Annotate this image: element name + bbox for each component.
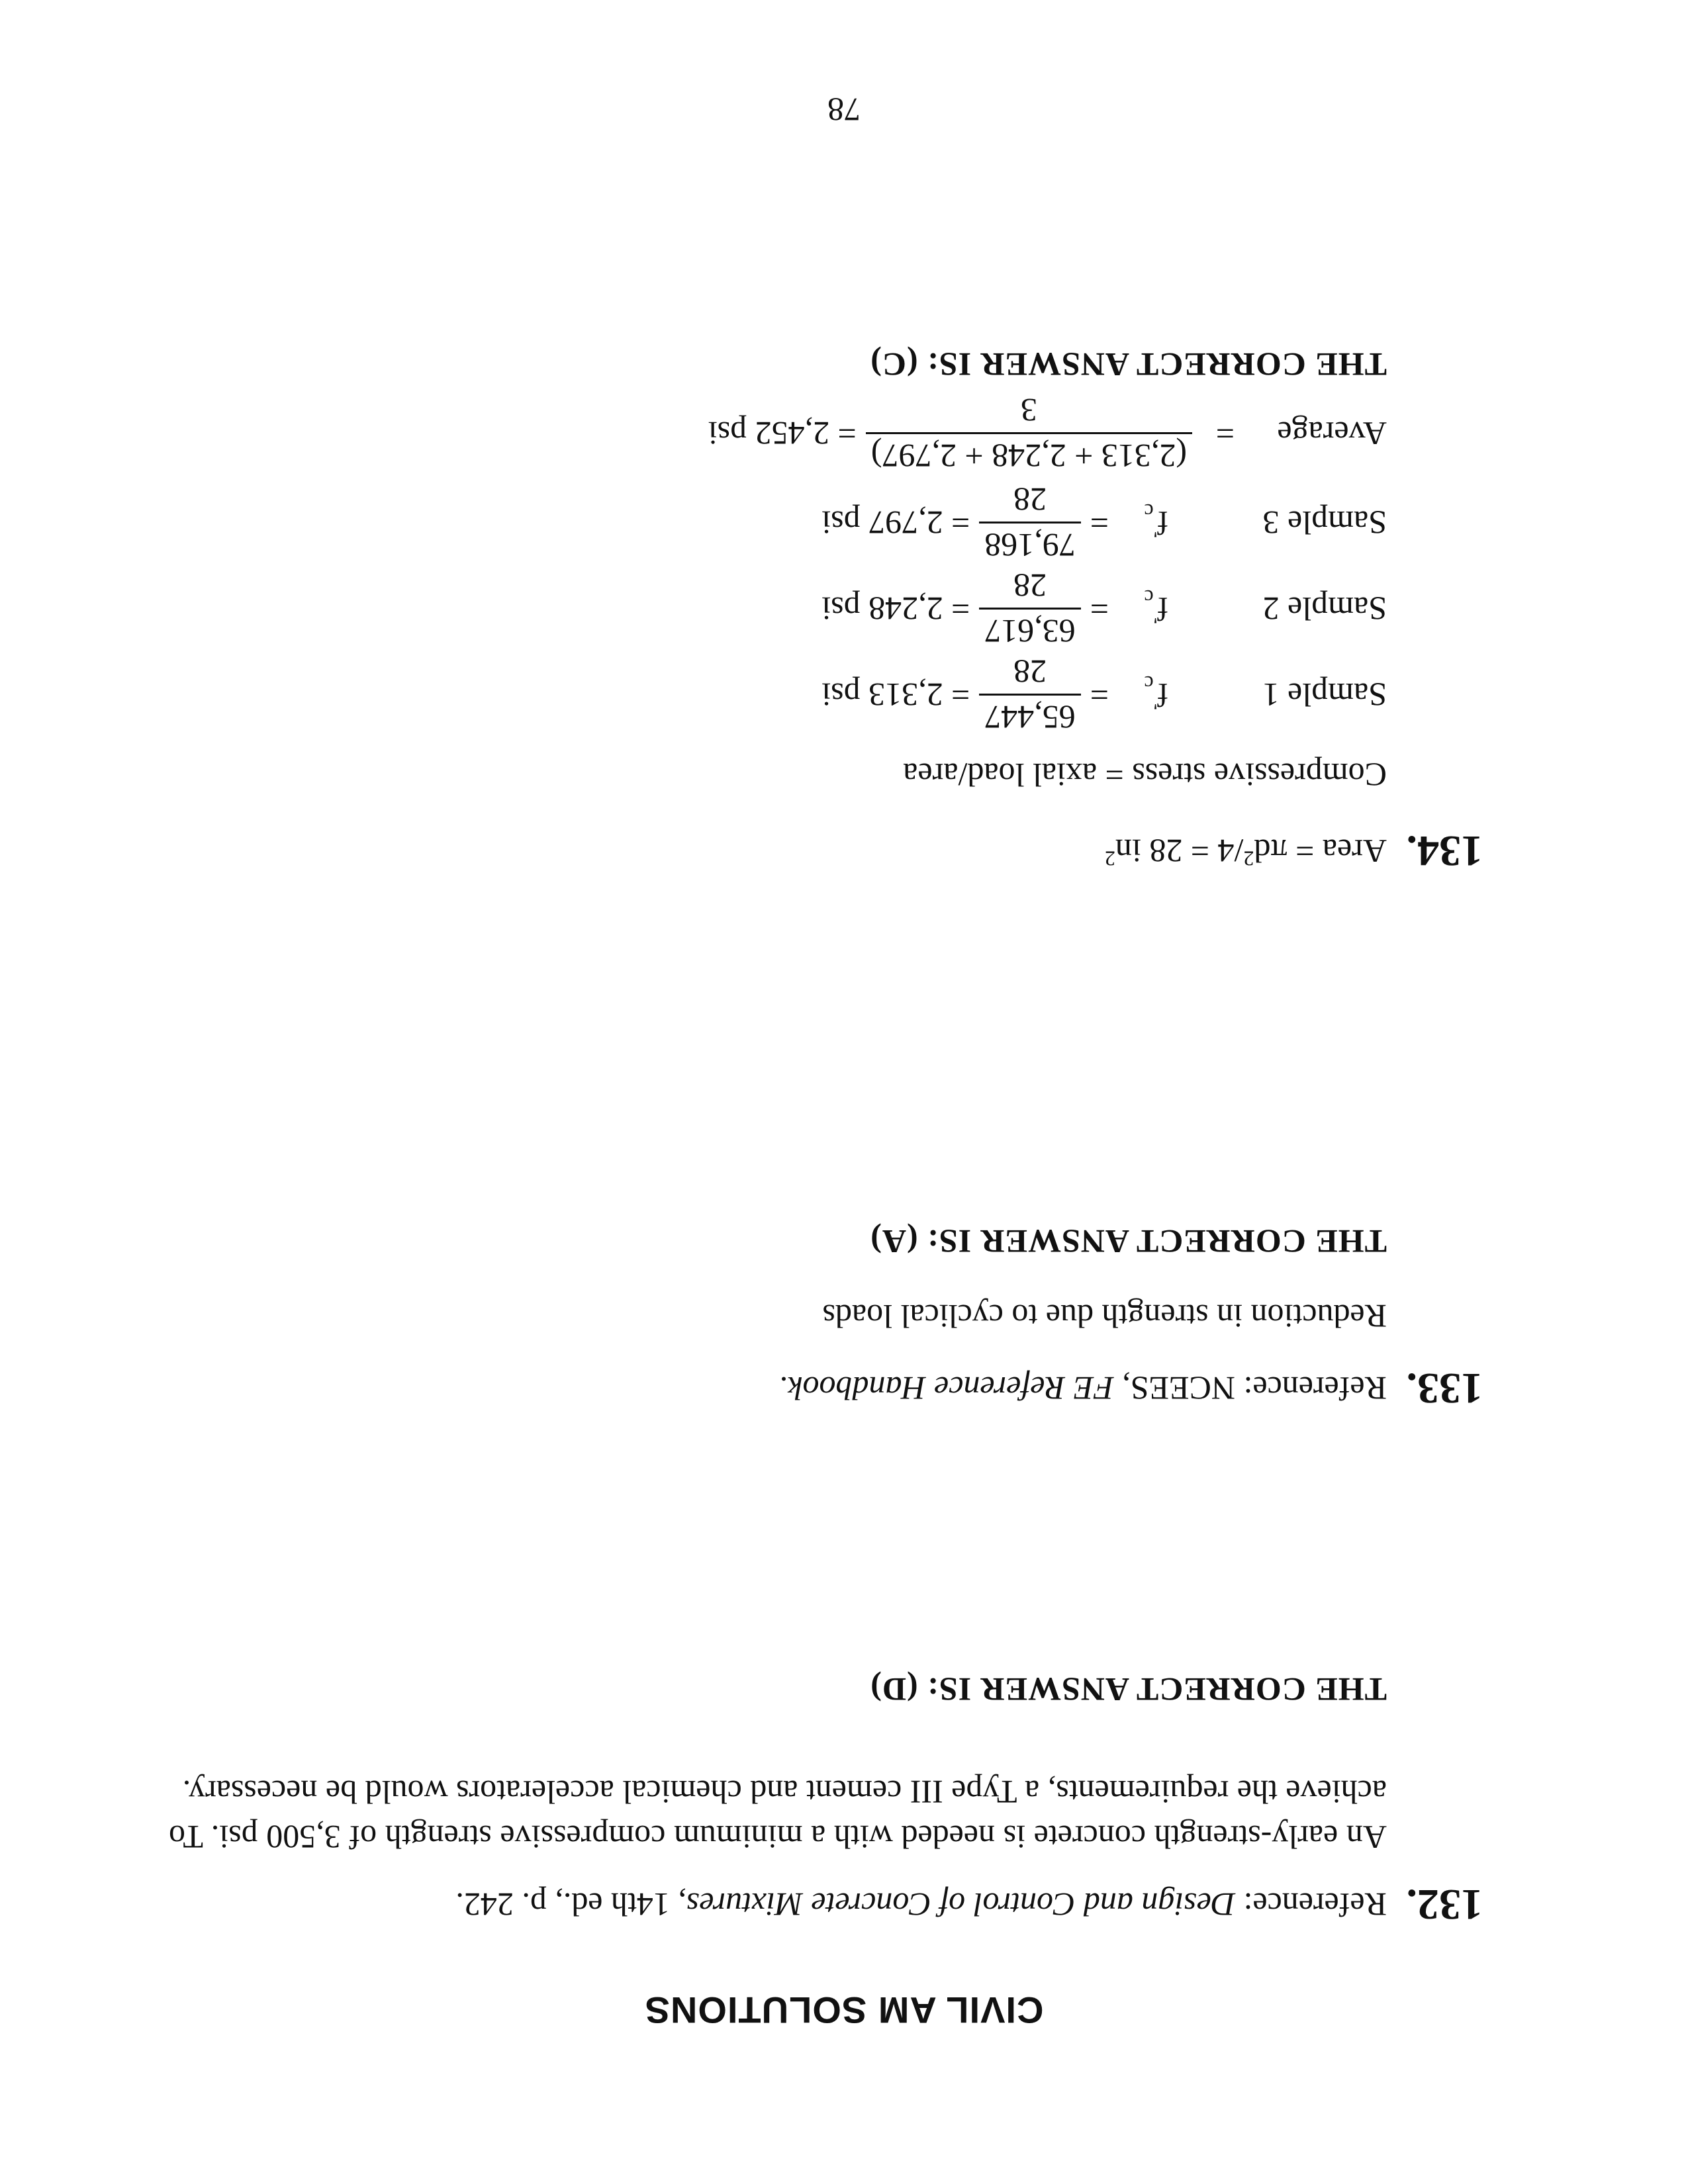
sample-result: = 2,313 psi — [821, 676, 970, 713]
area-lhs: Area = πd — [1254, 833, 1387, 870]
symbol-base: f — [1157, 676, 1168, 713]
sample-result: = 2,248 psi — [821, 590, 970, 627]
stress-symbol — [1109, 500, 1168, 543]
numerator: (2,313 + 2,248 + 2,797) — [866, 433, 1192, 476]
symbol-prime: ' — [1153, 518, 1158, 543]
question-133-answer: THE CORRECT ANSWER IS: (A) — [870, 1223, 1387, 1260]
average-row — [708, 390, 1387, 477]
reference-suffix: , 14th ed., p. 242. — [455, 1886, 686, 1923]
reference-title: FE Reference Handbook — [788, 1370, 1114, 1407]
denominator: 28 — [1013, 567, 1047, 605]
reference-prefix: Reference: — [1235, 1886, 1387, 1923]
symbol-sub: c — [1144, 672, 1154, 696]
question-134-answer: THE CORRECT ANSWER IS: (C) — [870, 346, 1387, 383]
area-exponent: 2 — [1243, 846, 1254, 871]
sample-label: Sample 2 — [1262, 590, 1387, 627]
page-title: CIVIL AM SOLUTIONS — [644, 1989, 1044, 2031]
sample-result: = 2,797 psi — [821, 504, 970, 541]
symbol-base: f — [1157, 504, 1168, 541]
symbol-sub: c — [1144, 500, 1154, 523]
reference-prefix: Reference: NCEES, — [1113, 1370, 1387, 1407]
sample-label: Sample 1 — [1262, 676, 1387, 713]
denominator: 28 — [1013, 481, 1047, 519]
reference-title: Design and Control of Concrete Mixtures — [686, 1886, 1235, 1923]
stress-definition: Compressive stress = axial load/area — [903, 756, 1387, 794]
question-132-number: 132. — [1406, 1880, 1483, 1929]
question-134-number: 134. — [1406, 827, 1483, 875]
area-mid: /4 = 28 in — [1115, 833, 1244, 870]
area-equation — [1105, 832, 1387, 870]
equals: = — [1215, 415, 1235, 452]
question-133-number: 133. — [1406, 1364, 1483, 1412]
sample-2-row — [821, 566, 1387, 652]
numerator: 79,168 — [979, 522, 1081, 565]
page-number: 78 — [827, 91, 861, 128]
area-unit-exponent: 2 — [1104, 846, 1115, 871]
question-132-reference — [455, 1886, 1387, 1924]
question-133-body: Reduction in strength due to cyclical loads — [822, 1298, 1387, 1335]
symbol-sub: c — [1144, 586, 1154, 610]
denominator: 3 — [1020, 392, 1037, 430]
average-label: Average — [1277, 415, 1387, 452]
numerator: 63,617 — [979, 608, 1081, 651]
sample-fraction — [979, 567, 1081, 651]
average-fraction — [866, 392, 1192, 476]
sample-label: Sample 3 — [1262, 504, 1387, 541]
sample-fraction — [979, 653, 1081, 737]
symbol-prime: ' — [1153, 604, 1158, 629]
equals: = — [1090, 590, 1109, 627]
stress-symbol — [1109, 672, 1168, 715]
denominator: 28 — [1013, 653, 1047, 691]
sample-1-row — [821, 652, 1387, 738]
reference-suffix: . — [779, 1370, 788, 1407]
symbol-base: f — [1157, 590, 1168, 627]
question-132-answer: THE CORRECT ANSWER IS: (D) — [870, 1671, 1387, 1708]
average-result: = 2,452 psi — [708, 415, 857, 452]
sample-fraction — [979, 481, 1081, 565]
question-133-reference — [780, 1369, 1387, 1408]
numerator: 65,447 — [979, 694, 1081, 737]
equals: = — [1090, 504, 1109, 541]
question-132-body: An early-strength concrete is needed with a minimum compressive strength of 3,500 psi. To achieve the requirements, a Type III cement and chemical accelerators would be necessary. — [169, 1774, 1387, 1856]
sample-3-row — [821, 480, 1387, 566]
stress-symbol — [1109, 586, 1168, 629]
equals: = — [1090, 676, 1109, 713]
symbol-prime: ' — [1153, 690, 1158, 715]
